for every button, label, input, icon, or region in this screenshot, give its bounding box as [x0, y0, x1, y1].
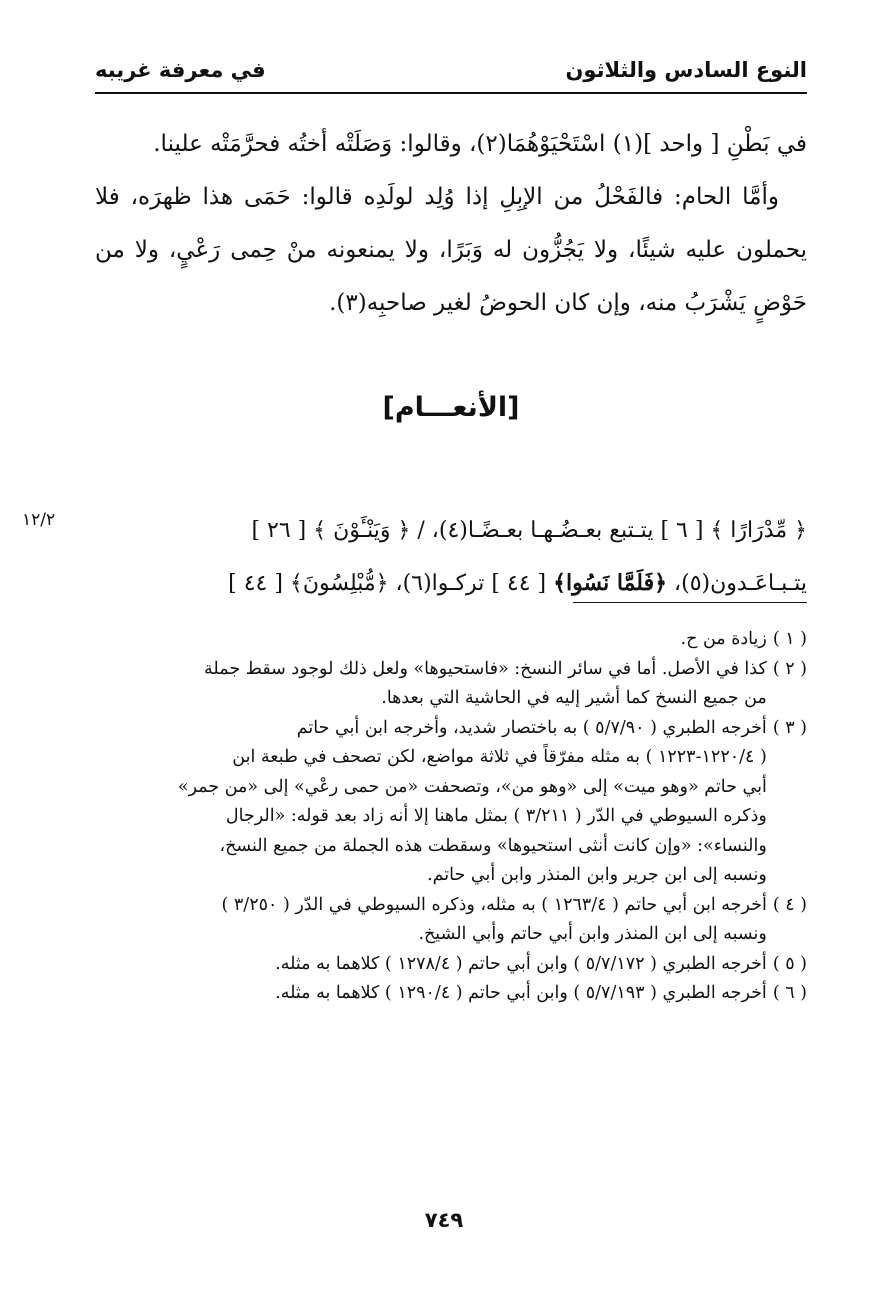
footnote-body	[95, 891, 767, 950]
footnote	[95, 655, 807, 714]
footnote	[95, 950, 807, 980]
footnote-number: ( ٢ )	[772, 658, 807, 679]
margin-reference: ١٢/٢	[22, 510, 56, 530]
quran-word: ﴿فَلَمَّا نَسُوا﴾	[553, 570, 667, 596]
header-section-title: في معرفة غريبه	[95, 58, 266, 82]
footnote-line: أخرجه الطبري ( ٥/٧/١٩٣ ) وابن أبي حاتم ( ١٢٩٠/٤ ) كلاهما به مثله.	[275, 983, 767, 1003]
footnote-number: ( ٦ )	[772, 983, 807, 1003]
footnote-line: أخرجه ابن أبي حاتم ( ١٢٦٣/٤ ) به مثله، وذكره السيوطي في الدّر ( ٣/٢٥٠ )	[221, 894, 767, 915]
footnote	[95, 891, 807, 950]
footnote-number: ( ١ )	[772, 629, 807, 649]
footnote-body	[95, 979, 767, 1009]
footnote	[95, 714, 807, 891]
footnote	[95, 979, 807, 1009]
footnote-line: ونسبه إلى ابن المنذر وابن أبي حاتم وأبي الشيخ.	[418, 924, 767, 944]
page-number: ٧٤٩	[424, 1208, 464, 1232]
footnote-line: ( ١٢٢٠/٤-١٢٢٣ ) به مثله مفرّقاً في ثلاثة مواضع، لكن تصحف في طبعة ابن	[232, 747, 767, 767]
vocabulary-block	[95, 505, 807, 610]
header-rule	[95, 92, 807, 94]
footnote-line: أخرجه الطبري ( ٥/٧/١٧٢ ) وابن أبي حاتم ( ١٢٧٨/٤ ) كلاهما به مثله.	[275, 953, 767, 974]
footnote-line: أبي حاتم «وهو ميت» إلى «وهو من»، وتصحفت «من حمى رعْي» إلى «من جمر»	[177, 776, 767, 797]
paragraph-2: وأمَّا الحام: فالفَحْلُ من الإبِلِ إذا وُلِد لولَدِه قالوا: حَمَى هذا ظهرَه، فلا يحملون عليه شيئًا، ولا يَجُزُّون له وَبَرًا، ولا يمنعونه منْ حِمى رَعْيٍ، ولا من حَوْضٍ يَشْرَبُ منه، وإن كان الحوضُ لغير صاحبِه(٣).	[95, 184, 807, 316]
footnote-number: ( ٣ )	[772, 717, 807, 738]
footnotes	[95, 625, 807, 1009]
running-header	[95, 50, 807, 90]
vocab-entry-text: ﴿ مِّدْرَارًا ﴾ [ ٦ ] يتـتبع بعـضُـهـا بعـضًـا(٤)، / ﴿ وَيَنْـَٔوْنَ ﴾ [ ٢٦ ]	[251, 518, 807, 543]
footnote-line: ونسبه إلى ابن جرير وابن المنذر وابن أبي حاتم.	[427, 865, 767, 885]
footnote-line: والنساء»: «وإن كانت أنثى استحيوها» وسقطت هذه الجملة من جميع النسخ،	[219, 835, 767, 856]
footnote-rule	[573, 602, 807, 603]
footnote-number: ( ٥ )	[772, 953, 807, 974]
vocab-entry-text: يتـبـاعَـدون(٥)،	[674, 571, 807, 596]
section-title: [الأنعـــام]	[382, 392, 520, 423]
footnote-body	[95, 625, 767, 655]
footnote-line: كذا في الأصل. أما في سائر النسخ: «فاستحيوها» ولعل ذلك لوجود سقط جملة	[204, 658, 767, 679]
footnote-body	[95, 714, 767, 891]
main-text	[95, 118, 807, 330]
footnote-line: أخرجه الطبري ( ٥/٧/٩٠ ) به باختصار شديد، وأخرجه ابن أبي حاتم	[296, 717, 767, 738]
footnote-line: من جميع النسخ كما أشير إليه في الحاشية التي بعدها.	[381, 688, 767, 708]
paragraph-1: في بَطْنِ [ واحد ](١) اسْتَحْيَوْهُمَا(٢)، وقالوا: وَصَلَتْه أختُه فحرَّمَتْه علينا.	[153, 131, 807, 157]
footnote	[95, 625, 807, 655]
vocab-entry-text: [ ٤٤ ] تركـوا(٦)، ﴿مُّبْلِسُونَ﴾ [ ٤٤ ]	[228, 571, 547, 596]
footnote-line: زيادة من ح.	[680, 629, 767, 649]
footnote-number: ( ٤ )	[772, 894, 807, 915]
footnote-body	[95, 950, 767, 980]
footnote-body	[95, 655, 767, 714]
footnote-line: وذكره السيوطي في الدّر ( ٣/٢١١ ) بمثل ماهنا إلا أنه زاد بعد قوله: «الرجال	[225, 806, 767, 826]
header-chapter-title: النوع السادس والثلاثون	[565, 58, 807, 82]
vocab-line-1	[95, 505, 807, 557]
